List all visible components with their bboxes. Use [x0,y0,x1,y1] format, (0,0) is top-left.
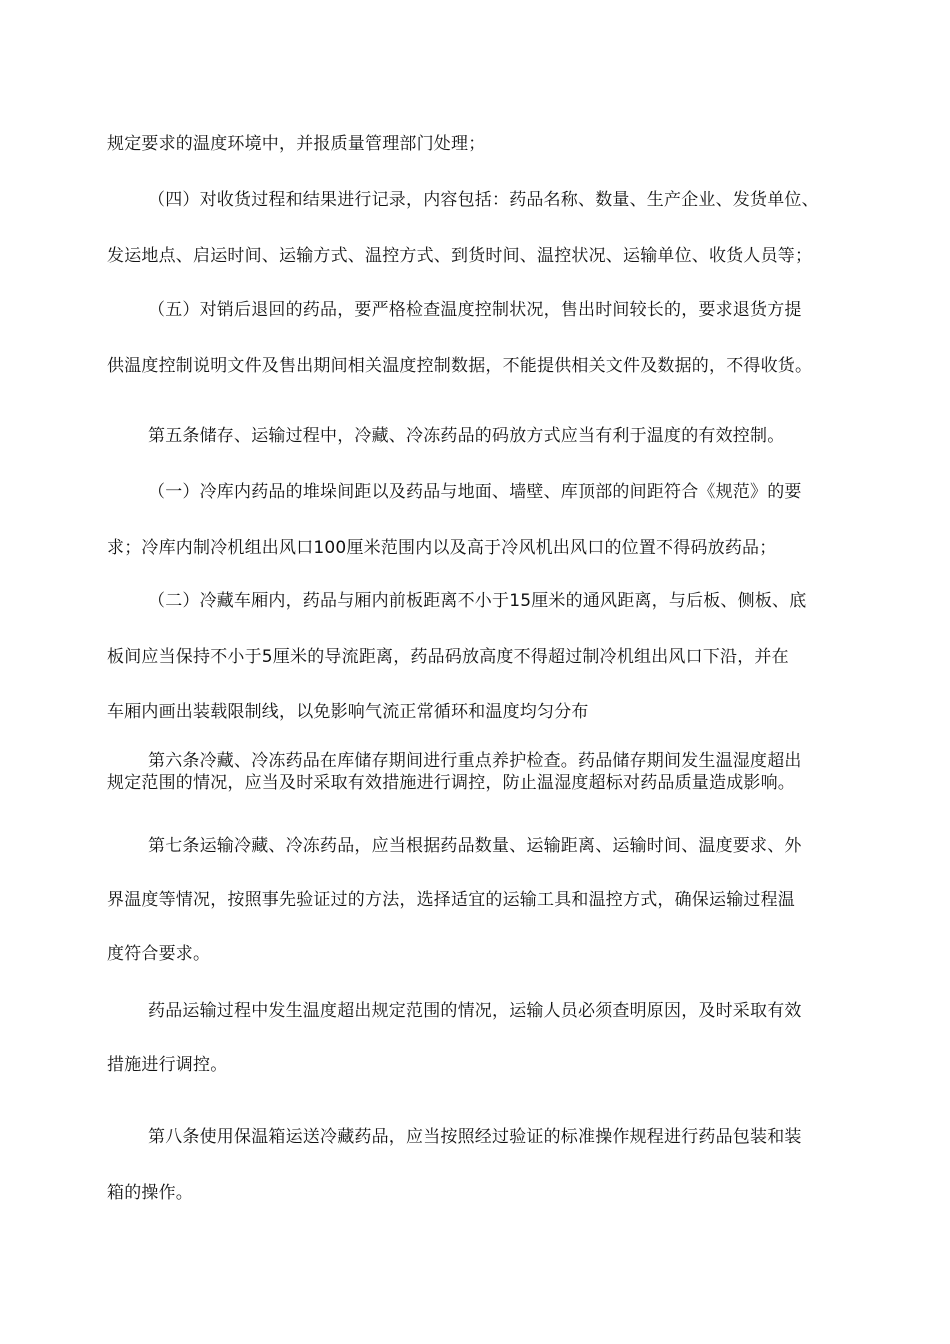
text-line: （四）对收货过程和结果进行记录，内容包括：药品名称、数量、生产企业、发货单位、 [148,190,819,210]
text-line: 药品运输过程中发生温度超出规定范围的情况，运输人员必须查明原因，及时采取有效 [148,1001,802,1021]
text-line: 第七条运输冷藏、冷冻药品，应当根据药品数量、运输距离、运输时间、温度要求、外 [148,836,802,856]
text-line: （一）冷库内药品的堆垛间距以及药品与地面、墙壁、库顶部的间距符合《规范》的要 [148,482,802,502]
text-line: 求；冷库内制冷机组出风口100厘米范围内以及高于冷风机出风口的位置不得码放药品； [107,538,777,558]
text-line: 第五条储存、运输过程中，冷藏、冷冻药品的码放方式应当有利于温度的有效控制。 [148,426,785,446]
text-line: 规定范围的情况，应当及时采取有效措施进行调控，防止温湿度超标对药品质量造成影响。 [107,773,795,793]
text-line: （二）冷藏车厢内，药品与厢内前板距离不小于15厘米的通风距离，与后板、侧板、底 [148,591,807,611]
text-line: （五）对销后退回的药品，要严格检查温度控制状况，售出时间较长的，要求退货方提 [148,300,802,320]
text-line: 箱的操作。 [107,1183,193,1203]
text-line: 界温度等情况，按照事先验证过的方法，选择适宜的运输工具和温控方式，确保运输过程温 [107,890,795,910]
text-line: 度符合要求。 [107,944,211,964]
text-line: 发运地点、启运时间、运输方式、温控方式、到货时间、温控状况、运输单位、收货人员等； [107,246,813,266]
text-line: 规定要求的温度环境中，并报质量管理部门处理； [107,134,486,154]
text-line: 板间应当保持不小于5厘米的导流距离，药品码放高度不得超过制冷机组出风口下沿，并在 [107,647,789,667]
text-line: 供温度控制说明文件及售出期间相关温度控制数据，不能提供相关文件及数据的，不得收货。 [107,356,813,376]
text-line: 措施进行调控。 [107,1055,228,1075]
text-line: 车厢内画出装载限制线，以免影响气流正常循环和温度均匀分布 [107,702,589,722]
text-line: 第八条使用保温箱运送冷藏药品，应当按照经过验证的标准操作规程进行药品包装和装 [148,1127,802,1147]
text-line: 第六条冷藏、冷冻药品在库储存期间进行重点养护检查。药品储存期间发生温湿度超出 [148,751,802,771]
